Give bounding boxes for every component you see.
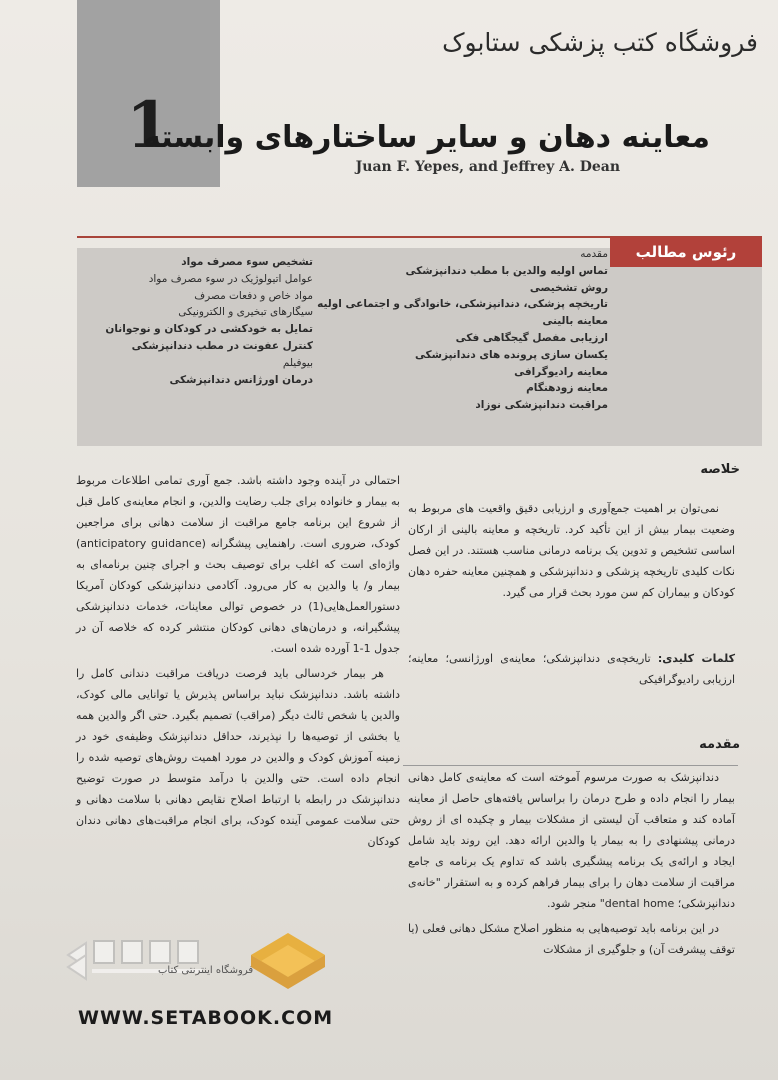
- chapter-authors: Juan F. Yepes, and Jeffrey A. Dean: [355, 159, 620, 175]
- outline-item: تمایل به خودکشی در کودکان و نوجوانان: [105, 323, 313, 336]
- left-paragraph-2: هر بیمار خردسالی باید فرصت دریافت مراقبت دندانی کامل را داشته باشد. دندانپزشک نباید براساس پذیرش یا توانایی مالی کودک، والدین یا شخص ثالث دیگر (مراقب) تصمیم بگیرد. حتی اگر والدین همه یا بخشی از توصیه‌ها را نپذیرند، حداقل دندانپزشک وظیفه‌ی خود در زمینه آموزش کودک و والدین در مورد اهمیت روش‌های توصیه شده را انجام داده است. حتی والدین با درآمد متوسط در صورت توضیح دندانپزشک در رابطه با ارتباط اصلاح نقایص دهانی با سلامت دهانی و حتی سلامت عمومی آینده کودک، برای انجام مراقبت‌های دهانی دندان کودکان: [76, 667, 400, 848]
- keywords: [408, 648, 735, 690]
- chapter-number-box: [77, 0, 220, 187]
- outline-item: مقدمه: [580, 248, 608, 260]
- summary-heading: خلاصه: [700, 462, 740, 477]
- store-name: فروشگاه کتب پزشکی ستابوک: [442, 28, 758, 57]
- outline-item: سیگارهای تبخیری و الکترونیکی: [178, 306, 313, 319]
- left-paragraph-1: احتمالی در آینده وجود داشته باشد. جمع آوری تمامی اطلاعات مربوط به بیمار و خانواده برای جلب رضایت والدین، و انجام معاینه‌ی کامل قبل از شروع این برنامه جامع مراقبت از سلامت دهانی برای مراجعین کودک، ضروری است. راهنمایی پیشگرانه (anticipatory guidance) واژه‌ای است که اغلب برای توصیف بحث و اجرای چنین برنامه‌ای به بیمار و/ یا والدین به کار می‌رود. آکادمی دندانپزشکی کودکان آمریکا دستورالعمل‌هایی(1) در خصوص توالی معاینات، خدمات دندانپزشکی پیشگیرانه، و درمان‌های دهانی کودکان منتشر کرده که خلاصه آن در جدول 1-1 آورده شده است.: [76, 474, 400, 655]
- intro-paragraph-2: در این برنامه باید توصیه‌هایی به منظور اصلاح مشکل دهانی فعلی (یا توقف پیشرفت آن) و جلوگیری از مشکلات: [408, 922, 735, 956]
- summary-text: [408, 498, 735, 607]
- outline-item: تاریخچه پزشکی، دندانپزشکی، خانوادگی و اجتماعی اولیه: [317, 298, 608, 311]
- setabook-tagline: فروشگاه اینترنتی کتاب: [158, 965, 254, 976]
- intro-paragraph-1: دندانپزشک به صورت مرسوم آموخته است که معاینه‌ی کامل دهانی بیمار را انجام داده و طرح درمان را براساس یافته‌های حاصل از معاینه آماده کند و متعاقب آن لیستی از مشکلات بیمار و چکیده ای از روش درمانی پیشنهادی را به بیمار یا والدین ارائه دهد. این روند باید شامل ایجاد و ارائه‌ی یک برنامه پیشگیری باشد که تداوم یک برنامه ی جامع مراقبت از سلامت دهان را برای بیمار فراهم کرده و به استقرار "خانه‌ی دندانپزشکی؛ dental home" منجر شود.: [408, 771, 735, 910]
- outline-item: بیوفیلم: [282, 356, 313, 369]
- left-column-text: [76, 470, 400, 856]
- chapter-number: 1: [126, 88, 171, 163]
- setabook-url[interactable]: WWW.SETABOOK.COM: [78, 1007, 334, 1029]
- outline-item: تماس اولیه والدین با مطب دندانپزشکی: [405, 264, 608, 277]
- setabook-diamond-icon: [243, 927, 333, 997]
- outline-list-left: [105, 254, 313, 388]
- outline-item: ارزیابی مفصل گیجگاهی فکی: [455, 331, 608, 344]
- outline-item: تشخیص سوء مصرف مواد: [181, 256, 313, 268]
- chapter-title: معاینه دهان و سایر ساختارهای وابسته: [143, 120, 710, 155]
- outline-item: یکسان سازی پرونده های دندانپزشکی: [414, 348, 608, 361]
- outline-item: درمان اورژانس دندانپزشکی: [169, 373, 313, 386]
- outline-item: روش تشخیصی: [529, 281, 608, 294]
- outline-item: مواد خاص و دفعات مصرف: [194, 289, 313, 302]
- intro-text: [408, 767, 735, 964]
- keywords-label: کلمات کلیدی:: [657, 652, 736, 665]
- outline-item: معاینه زودهنگام: [526, 382, 608, 395]
- outline-item: کنترل عفونت در مطب دندانپزشکی: [131, 339, 313, 352]
- outline-tab: رئوس مطالب: [610, 237, 762, 267]
- outline-item: معاینه بالینی: [542, 315, 608, 328]
- outline-list-right: [317, 246, 608, 414]
- intro-separator: [403, 765, 738, 766]
- outline-item: معاینه رادیوگرافی: [514, 365, 608, 378]
- outline-item: مراقبت دندانپزشکی نوزاد: [475, 399, 608, 412]
- outline-item: عوامل اتیولوژیک در سوء مصرف مواد: [148, 272, 313, 285]
- summary-paragraph: نمی‌توان بر اهمیت جمع‌آوری و ارزیابی دقیق واقعیت های مربوط به وضعیت بیمار بیش از این تأکید کرد. تاریخچه و معاینه بالینی از ارکان اساسی تشخیص و تدوین یک برنامه درمانی مناسب هستند. در این فصل نکات کلیدی تاریخچه پزشکی و دندانپزشکی و همچنین معاینه حفره دهان کودکان و بیماران کم سن مورد بحث قرار می گیرد.: [408, 502, 735, 599]
- keywords-text: تاریخچه‌ی دندانپزشکی؛ معاینه‌ی اورژانسی؛ معاینه؛ ارزیابی رادیوگرافیکی: [408, 652, 735, 686]
- intro-heading: مقدمه: [699, 737, 740, 752]
